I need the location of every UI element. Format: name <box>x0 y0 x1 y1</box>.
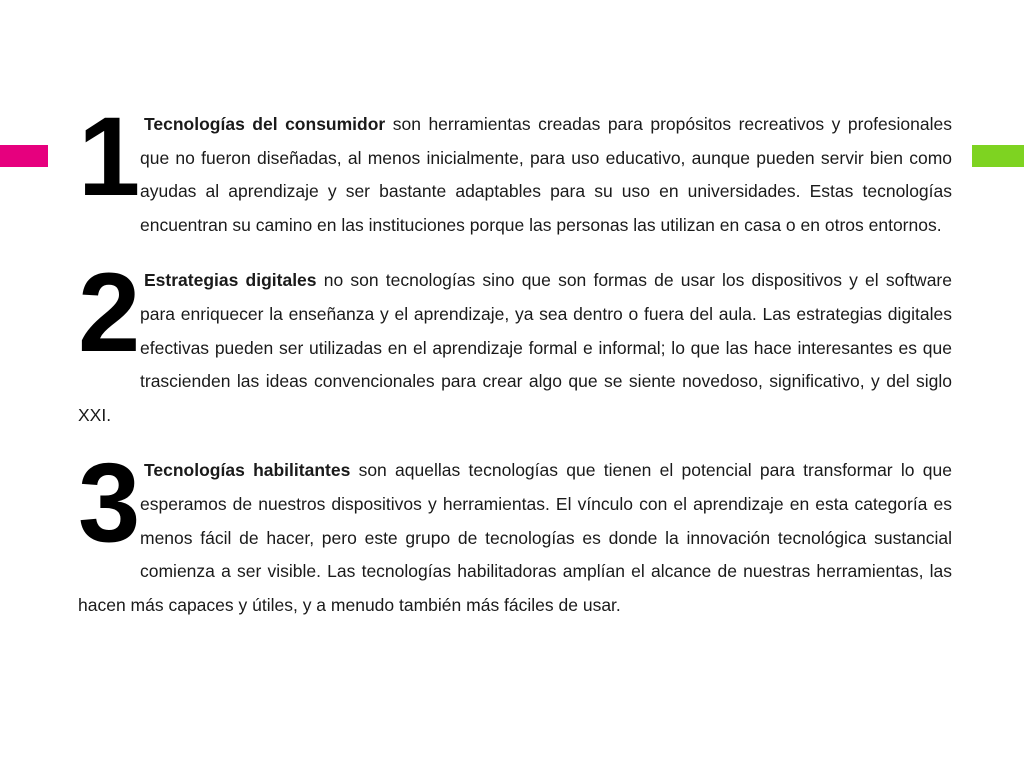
item-text: son aquellas tecnologías que tienen el potencial para transformar lo que esperamos de nuestros dispositivos y herramientas. El vínculo con el aprendizaje en esta categoría es menos fácil de hacer, pero este grupo de tecnologías es donde la innovación tecnológica sustancial comienza a ser visible. Las tecnologías habilitadoras amplían el alcance de nuestras herramientas, las hacen más capaces y útiles, y a menudo también más fáciles de usar. <box>78 460 952 615</box>
list-item-3 <box>78 440 952 622</box>
right-accent-bar <box>972 145 1024 167</box>
item-text: son herramientas creadas para propósitos recreativos y profesionales que no fueron diseñadas, al menos inicialmente, para uso educativo, aunque pueden servir bien como ayudas al aprendizaje y ser bastante adaptables para su uso en universidades. Estas tecnologías encuentran su camino en las instituciones porque las personas las utilizan en casa o en otros entornos. <box>140 114 952 235</box>
item-term: Tecnologías del consumidor <box>144 114 386 134</box>
list-item-1 <box>78 94 952 242</box>
left-accent-bar <box>0 145 48 167</box>
item-term: Tecnologías habilitantes <box>144 460 351 481</box>
item-number: 2 <box>78 250 139 376</box>
item-number: 3 <box>78 440 139 566</box>
item-text: no son tecnologías sino que son formas de usar los dispositivos y el software para enriquecer la enseñanza y el aprendizaje, ya sea dentro o fuera del aula. Las estrategias digitales efectivas pueden ser utilizadas en el aprendizaje formal e informal; lo que las hace interesantes es que trascienden las ideas convencionales para crear algo que se siente novedoso, significativo, y del siglo XXI. <box>78 270 952 425</box>
list-item-2 <box>78 250 952 432</box>
slide-content <box>78 94 952 622</box>
item-term: Estrategias digitales <box>144 270 317 291</box>
item-number: 1 <box>78 94 139 219</box>
